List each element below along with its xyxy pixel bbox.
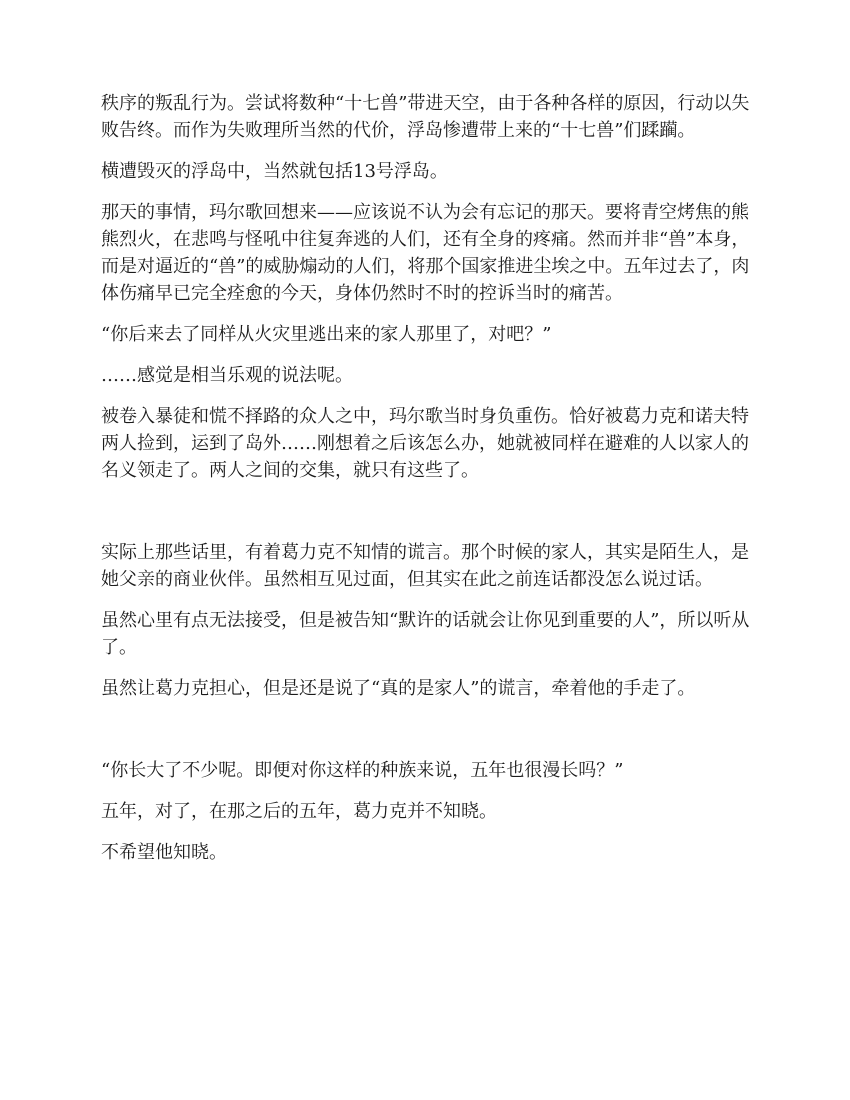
paragraph-10: “你长大了不少呢。即便对你这样的种族来说，五年也很漫长吗？”: [101, 760, 624, 781]
paragraph-7: 实际上那些话里，有着葛力克不知情的谎言。那个时候的家人，其实是陌生人，是她父亲的商业伙伴。虽然相互见过面，但其实在此之前连话都没怎么说过话。: [101, 542, 749, 590]
section-break: [101, 702, 751, 757]
paragraph-1: 秩序的叛乱行为。尝试将数种“十七兽”带进天空，由于各种各样的原因，行动以失败告终。而作为失败理所当然的代价，浮岛惨遭带上来的“十七兽”们蹂躏。: [101, 93, 750, 141]
paragraph-11: 五年，对了，在那之后的五年，葛力克并不知晓。: [101, 801, 497, 822]
paragraph-spacer: [101, 593, 751, 607]
paragraph-3: 那天的事情，玛尔歌回想来——应该说不认为会有忘记的那天。要将青空烤焦的熊熊烈火，在悲鸣与怪吼中往复奔逃的人们，还有全身的疼痛。然而并非“兽”本身，而是对逼近的“兽”的威胁煽动的人们，将那个国家推进尘埃之中。五年过去了，肉体伤痛早已完全痊愈的今天，身体仍然时不时的控诉当时的痛苦。: [101, 202, 750, 304]
paragraph-2: 横遭毁灭的浮岛中，当然就包括13号浮岛。: [101, 161, 448, 182]
paragraph-spacer: [101, 784, 751, 798]
paragraph-spacer: [101, 389, 751, 403]
paragraph-spacer: [101, 185, 751, 199]
paragraph-spacer: [101, 661, 751, 675]
paragraph-12: 不希望他知晓。: [101, 842, 227, 863]
paragraph-spacer: [101, 144, 751, 158]
paragraph-4: “你后来去了同样从火灾里逃出来的家人那里了，对吧？”: [101, 324, 552, 345]
paragraph-spacer: [101, 307, 751, 321]
paragraph-spacer: [101, 348, 751, 362]
paragraph-spacer: [101, 825, 751, 839]
paragraph-6: 被卷入暴徒和慌不择路的众人之中，玛尔歌当时身负重伤。恰好被葛力克和诺夫特两人捡到，运到了岛外……刚想着之后该怎么办，她就被同样在避难的人以家人的名义领走了。两人之间的交集，就只有这些了。: [101, 406, 749, 481]
document-page: [101, 90, 751, 866]
paragraph-5: ……感觉是相当乐观的说法呢。: [101, 365, 353, 386]
paragraph-9: 虽然让葛力克担心，但是还是说了“真的是家人”的谎言，牵着他的手走了。: [101, 678, 696, 699]
section-break: [101, 484, 751, 539]
paragraph-8: 虽然心里有点无法接受，但是被告知“默许的话就会让你见到重要的人”，所以听从了。: [101, 610, 750, 658]
